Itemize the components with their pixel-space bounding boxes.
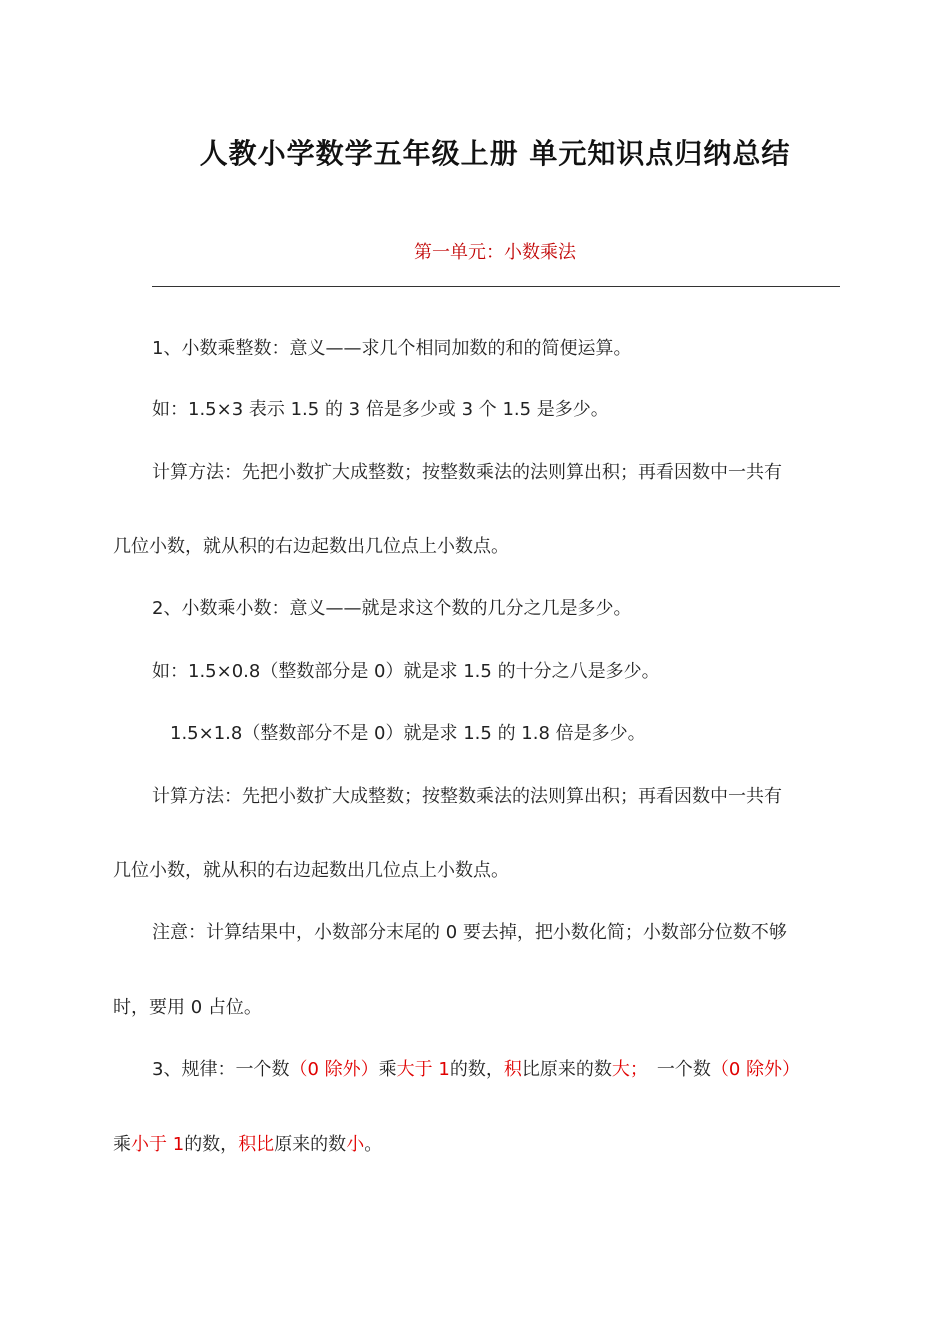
highlight-segment: 积 [503,1059,522,1080]
paragraph-line: 注意：计算结果中，小数部分末尾的 0 要去掉，把小数化简；小数部分位数不够 [152,922,787,943]
paragraph-line: 1.5×1.8（整数部分不是 0）就是求 1.5 的 1.8 倍是多少。 [170,723,646,744]
paragraph-line: 2、小数乘小数：意义——就是求这个数的几分之几是多少。 [152,598,632,619]
highlight-segment: 小 [346,1134,365,1155]
text-segment: 乘 [378,1059,397,1080]
text-segment: 的数， [449,1059,504,1080]
paragraph-line: 计算方法：先把小数扩大成整数；按整数乘法的法则算出积；再看因数中一共有 [152,786,782,807]
text-segment: 原来的数 [274,1134,347,1155]
highlight-segment: （0 除外） [710,1059,801,1080]
text-segment: 乘 [113,1134,131,1155]
text-segment: 3、规律：一个数 [152,1059,290,1080]
unit-heading: 第一单元：小数乘法 [414,242,576,263]
divider [152,286,840,287]
text-segment: 比原来的数 [521,1059,612,1080]
rule-line-1 [152,1058,800,1082]
paragraph-line: 如：1.5×3 表示 1.5 的 3 倍是多少或 3 个 1.5 是多少。 [152,399,609,420]
highlight-segment: 大； [611,1059,639,1080]
page-title: 人教小学数学五年级上册 单元知识点归纳总结 [199,137,791,170]
paragraph-line: 计算方法：先把小数扩大成整数；按整数乘法的法则算出积；再看因数中一共有 [152,462,782,483]
highlight-segment: 积比 [238,1134,275,1155]
text-segment: 一个数 [638,1059,711,1080]
paragraph-line: 时，要用 0 占位。 [113,997,262,1018]
paragraph-line: 如：1.5×0.8（整数部分是 0）就是求 1.5 的十分之八是多少。 [152,661,660,682]
paragraph-line: 几位小数，就从积的右边起数出几位点上小数点。 [113,860,509,881]
text-segment: 的数， [184,1134,239,1155]
paragraph-line: 1、小数乘整数：意义——求几个相同加数的和的简便运算。 [152,338,632,359]
highlight-segment: 大于 1 [396,1059,450,1080]
text-segment: 。 [364,1134,383,1155]
rule-line-2 [113,1133,382,1157]
highlight-segment: （0 除外） [289,1059,379,1080]
paragraph-line: 几位小数，就从积的右边起数出几位点上小数点。 [113,536,509,557]
highlight-segment: 小于 1 [131,1134,185,1155]
